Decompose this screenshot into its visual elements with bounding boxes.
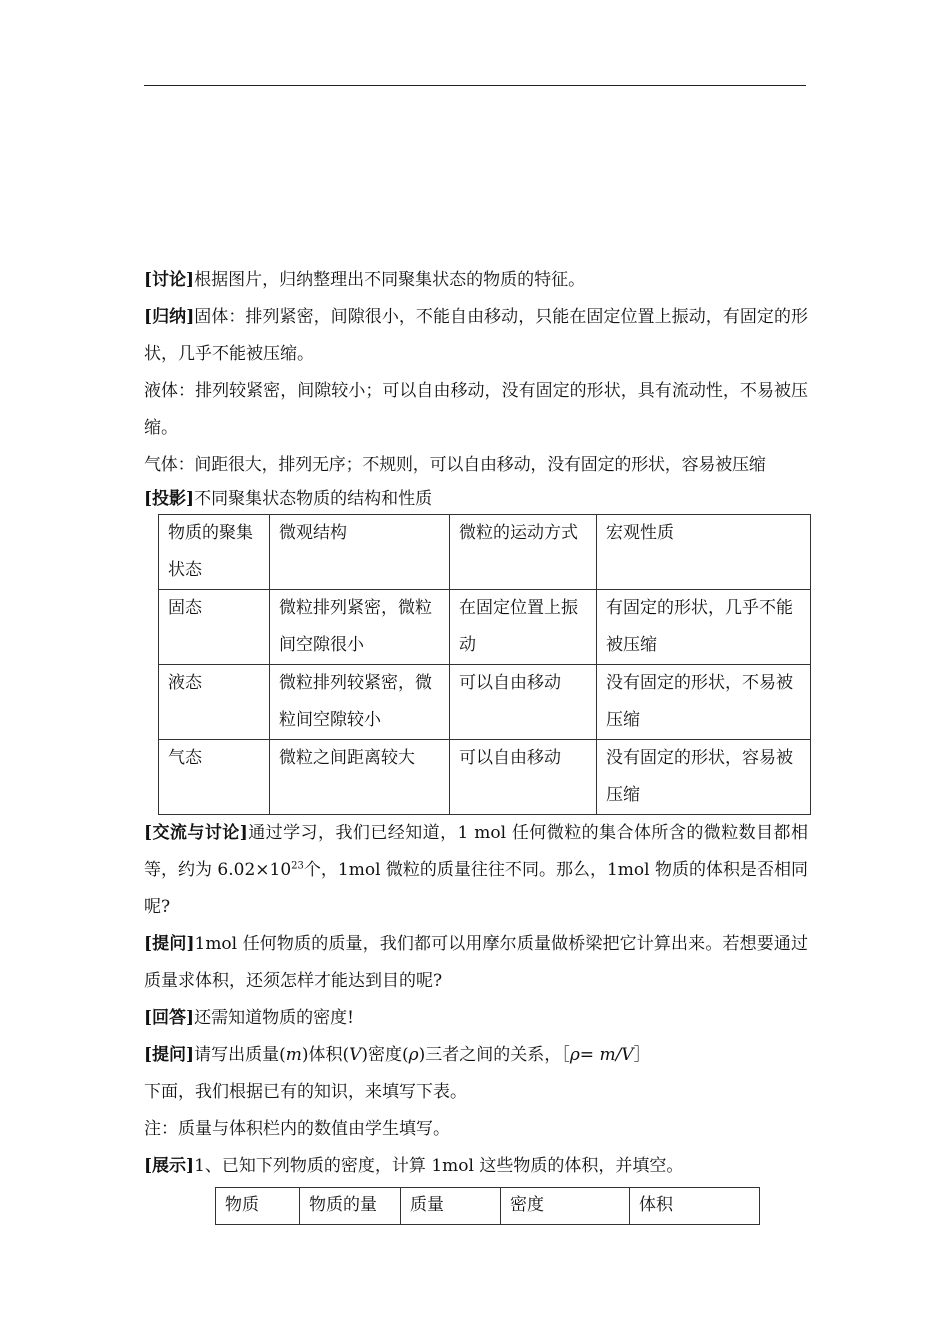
state-table-cell: 可以自由移动 bbox=[450, 740, 597, 815]
question1-paragraph bbox=[144, 926, 808, 1000]
volume-table-header: 体积 bbox=[630, 1188, 760, 1225]
exchange-text-b: 个，1mol 微粒的质量往往不同。那么，1mol 物质的体积是否相同呢? bbox=[144, 860, 808, 917]
summary-solid-paragraph bbox=[144, 299, 808, 373]
state-table-cell: 气态 bbox=[159, 740, 270, 815]
summary-gas-paragraph: 气体：间距很大，排列无序；不规则，可以自由移动，没有固定的形状，容易被压缩 bbox=[144, 455, 766, 475]
volume-table-header: 物质的量 bbox=[300, 1188, 401, 1225]
state-table-header: 宏观性质 bbox=[597, 515, 811, 590]
state-table-header: 物质的聚集状态 bbox=[159, 515, 270, 590]
volume-table-header: 密度 bbox=[501, 1188, 630, 1225]
state-table-cell: 有固定的形状，几乎不能被压缩 bbox=[597, 590, 811, 665]
summary-tag: [归纳] bbox=[144, 307, 195, 327]
summary-liquid-paragraph: 液体：排列较紧密，间隙较小；可以自由移动，没有固定的形状，具有流动性，不易被压缩。 bbox=[144, 381, 808, 438]
question2-text: )密度( bbox=[361, 1045, 409, 1065]
state-table-cell: 没有固定的形状，不易被压缩 bbox=[597, 665, 811, 740]
volume-table bbox=[215, 1187, 760, 1225]
show-paragraph bbox=[144, 1148, 808, 1185]
note-paragraph: 注：质量与体积栏内的数值由学生填写。 bbox=[144, 1119, 450, 1139]
answer-text: 还需知道物质的密度! bbox=[194, 1008, 354, 1028]
volume-table-header: 质量 bbox=[401, 1188, 501, 1225]
question2-text: 请写出质量( bbox=[194, 1045, 286, 1065]
state-table-cell: 可以自由移动 bbox=[450, 665, 597, 740]
document-body bbox=[144, 262, 808, 1225]
mass-symbol: m bbox=[285, 1045, 302, 1065]
state-table-cell: 没有固定的形状，容易被压缩 bbox=[597, 740, 811, 815]
state-table bbox=[158, 514, 811, 815]
state-table-cell: 固态 bbox=[159, 590, 270, 665]
show-tag: [展示] bbox=[144, 1156, 195, 1176]
volume-table-header-row bbox=[216, 1188, 760, 1225]
answer-paragraph bbox=[144, 1000, 808, 1037]
discuss-text: 根据图片，归纳整理出不同聚集状态的物质的特征。 bbox=[194, 270, 586, 290]
state-table-header-row bbox=[159, 515, 811, 590]
state-table-cell: 微粒排列紧密，微粒间空隙很小 bbox=[270, 590, 450, 665]
state-table-header: 微粒的运动方式 bbox=[450, 515, 597, 590]
question1-tag: [提问] bbox=[144, 934, 195, 954]
question2-tag: [提问] bbox=[144, 1045, 195, 1065]
question2-text: )三者之间的关系，［ bbox=[418, 1045, 570, 1065]
projection-text: 不同聚集状态物质的结构和性质 bbox=[194, 489, 433, 509]
volume-table-header: 物质 bbox=[216, 1188, 300, 1225]
show-text: 1、已知下列物质的密度，计算 1mol 这些物质的体积，并填空。 bbox=[194, 1156, 684, 1176]
next-line-paragraph: 下面，我们根据已有的知识，来填写下表。 bbox=[144, 1082, 467, 1102]
state-table-cell: 微粒排列较紧密，微粒间空隙较小 bbox=[270, 665, 450, 740]
discuss-tag: [讨论] bbox=[144, 270, 195, 290]
exchange-text-a: 通过学习，我们已经知道，1 mol 任何微粒的集合体所含的微粒数目都相等，约为 6.02×10 bbox=[144, 823, 808, 880]
discuss-paragraph bbox=[144, 262, 808, 299]
question1-text: 1mol 任何物质的质量，我们都可以用摩尔质量做桥梁把它计算出来。若想要通过质量求体积，还须怎样才能达到目的呢? bbox=[144, 934, 808, 991]
density-symbol: ρ bbox=[408, 1045, 419, 1065]
question2-text: ］ bbox=[633, 1045, 651, 1065]
exchange-exponent: 23 bbox=[291, 860, 304, 872]
table-row bbox=[159, 665, 811, 740]
state-table-header: 微观结构 bbox=[270, 515, 450, 590]
exchange-paragraph bbox=[144, 815, 808, 926]
density-formula: ρ= m/V bbox=[569, 1045, 634, 1065]
summary-solid-text: 固体：排列紧密，间隙很小，不能自由移动，只能在固定位置上振动，有固定的形状，几乎不能被压缩。 bbox=[144, 307, 808, 364]
table-row bbox=[159, 740, 811, 815]
projection-tag: [投影] bbox=[144, 489, 195, 509]
state-table-cell: 液态 bbox=[159, 665, 270, 740]
question2-text: )体积( bbox=[301, 1045, 350, 1065]
answer-tag: [回答] bbox=[144, 1008, 195, 1028]
volume-symbol: V bbox=[349, 1045, 362, 1065]
exchange-tag: [交流与讨论] bbox=[144, 823, 248, 843]
header-rule bbox=[144, 85, 806, 86]
state-table-cell: 在固定位置上振动 bbox=[450, 590, 597, 665]
question2-paragraph bbox=[144, 1037, 808, 1074]
table-row bbox=[159, 590, 811, 665]
projection-paragraph bbox=[144, 484, 808, 514]
state-table-cell: 微粒之间距离较大 bbox=[270, 740, 450, 815]
